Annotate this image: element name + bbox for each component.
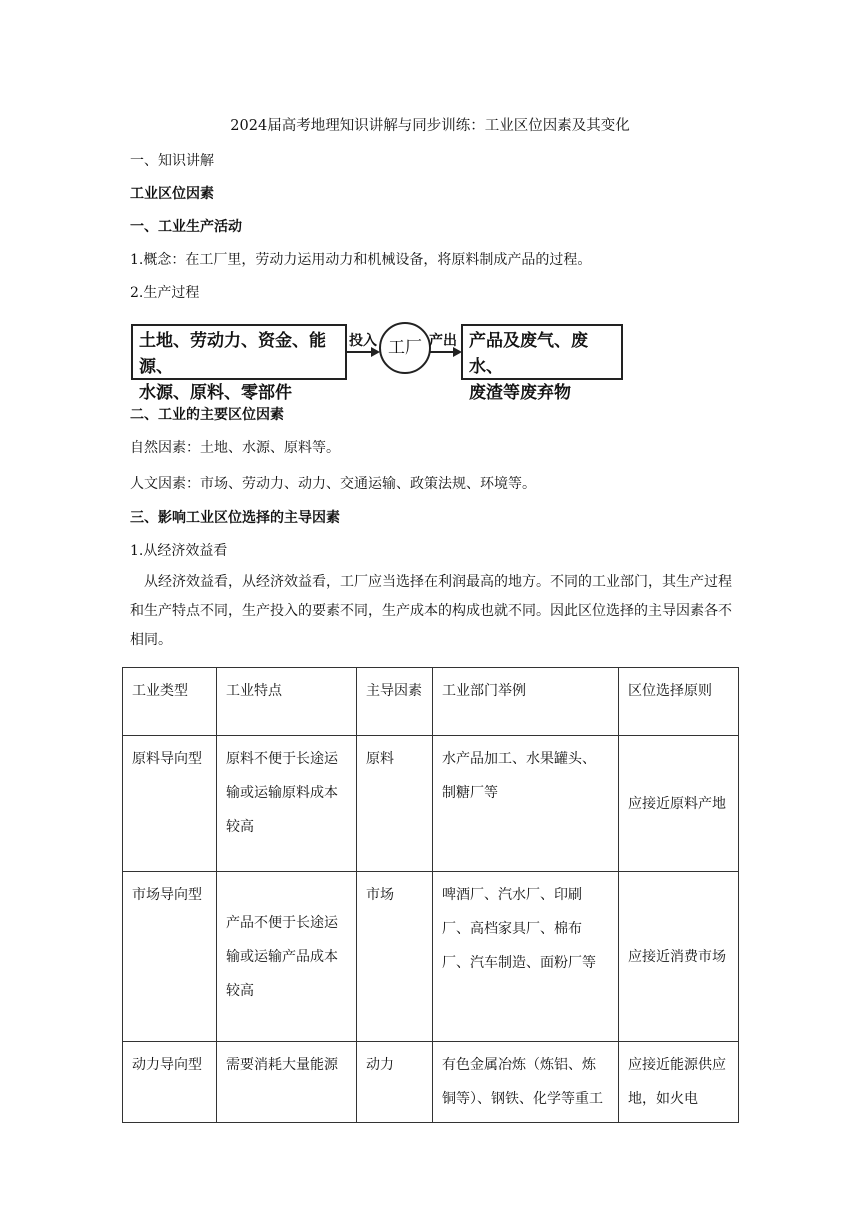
table-cell: 市场 [366,887,394,903]
subheading-economic-benefit: 1.从经济效益看 [130,543,228,559]
topic-heading: 工业区位因素 [130,186,214,202]
table-cell: 应接近消费市场 [628,948,726,965]
header-cell: 工业部门举例 [442,683,526,699]
heading-dominant-factors: 三、影响工业区位选择的主导因素 [130,510,340,526]
header-cell: 主导因素 [366,683,422,699]
header-cell: 工业类型 [132,683,188,699]
outputs-line-1: 产品及废气、废水、 [469,331,588,377]
industry-type-table [122,667,739,1123]
outputs-line-2: 废渣等废弃物 [469,383,571,403]
table-cell: 需要消耗大量能源 [226,1057,338,1073]
factory-circle: 工厂 [379,322,431,374]
input-arrow-line [347,351,371,353]
table-cell: 动力 [366,1057,394,1073]
table-cell: 原料 [366,751,394,767]
table-row [123,736,739,872]
output-arrow-label: 产出 [429,333,457,349]
human-factors: 人文因素：市场、劳动力、动力、交通运输、政策法规、环境等。 [130,476,536,492]
economic-benefit-paragraph: 从经济效益看，从经济效益看，工厂应当选择在利润最高的地方。不同的工业部门，其生产过程和生产特点不同，生产投入的要素不同，生产成本的构成也就不同。因此区位选择的主导因素各不相同。 [130,574,732,648]
table-cell: 产品不便于长途运输或运输产品成本较高 [226,914,338,999]
inputs-box [131,324,347,403]
header-cell: 工业特点 [226,683,282,699]
heading-location-factors: 二、工业的主要区位因素 [130,407,284,423]
table-row [123,872,739,1042]
table-cell: 啤酒厂、汽水厂、印刷厂、高档家具厂、棉布厂、汽车制造、面粉厂等 [442,887,596,971]
table-cell: 动力导向型 [132,1057,202,1073]
inputs-line-2: 水源、原料、零部件 [139,383,292,403]
output-arrow-line [429,351,453,353]
table-cell: 有色金属冶炼（炼铝、炼铜等）、钢铁、化学等重工 [442,1057,603,1107]
production-flow-diagram [131,318,623,403]
table-cell: 市场导向型 [132,887,202,903]
heading-industrial-production: 一、工业生产活动 [130,219,242,235]
inputs-line-1: 土地、劳动力、资金、能源、 [139,331,326,377]
outputs-box [461,324,623,403]
input-arrow-label: 投入 [349,333,377,349]
table-header-row [123,668,739,736]
process-label: 2.生产过程 [130,285,200,301]
document-title: 2024届高考地理知识讲解与同步训练：工业区位因素及其变化 [230,118,630,134]
table-cell: 应接近能源供应地，如火电 [628,1057,726,1107]
table-cell: 原料不便于长途运输或运输原料成本较高 [226,751,338,835]
table-cell: 水产品加工、水果罐头、制糖厂等 [442,751,596,801]
table-row [123,1042,739,1123]
section-label: 一、知识讲解 [130,153,214,169]
table-cell: 应接近原料产地 [628,795,726,812]
table-cell: 原料导向型 [132,751,202,767]
natural-factors: 自然因素：土地、水源、原料等。 [130,440,340,456]
concept-text: 1.概念：在工厂里，劳动力运用动力和机械设备，将原料制成产品的过程。 [130,252,592,268]
header-cell: 区位选择原则 [628,683,712,699]
